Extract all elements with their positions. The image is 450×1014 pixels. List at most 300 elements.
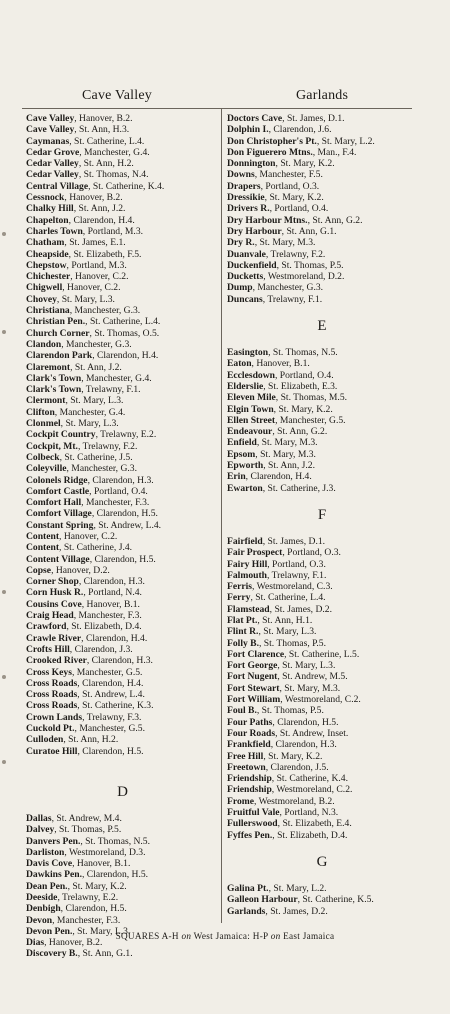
gazetteer-entry (227, 883, 417, 894)
gazetteer-entry (26, 192, 219, 203)
gazetteer-entry (227, 773, 417, 784)
gazetteer-entry (26, 497, 219, 508)
place-location: , St. Mary, L.3. (56, 293, 115, 305)
place-name: Church Corner (26, 327, 90, 339)
place-location: , Clarendon, H.4. (77, 677, 144, 689)
place-location: , Clarendon, H.5. (77, 745, 144, 757)
footer-text: East Jamaica (280, 931, 335, 941)
gazetteer-entry (227, 147, 417, 158)
gazetteer-entry (26, 362, 219, 373)
place-location: , Westmoreland, B.2. (254, 795, 335, 807)
f-entries (227, 536, 417, 841)
gazetteer-entry (26, 667, 219, 678)
gazetteer-entry (227, 415, 417, 426)
place-location: , Manchester, G.4. (54, 406, 126, 418)
place-location: , Clarendon, H.4. (68, 214, 135, 226)
place-name: Drivers R. (227, 203, 270, 215)
place-location: , St. Catherine, K.5. (297, 894, 374, 906)
header-rule (22, 108, 412, 109)
gazetteer-entry (26, 316, 219, 327)
place-location: , Clarendon, H.5. (60, 903, 127, 915)
place-name: Clarendon Park (26, 350, 93, 362)
gazetteer-entry (26, 746, 219, 757)
place-location: , Clarendon, H.3. (270, 739, 337, 751)
place-location: , Portland, O.3. (282, 547, 341, 559)
gazetteer-entry (227, 437, 417, 448)
place-location: , St. Mary, L.3. (60, 418, 119, 430)
place-name: Eleven Mile (227, 392, 276, 404)
place-location: , Trelawny, E.2. (95, 429, 157, 441)
place-name: Christiana (26, 305, 70, 317)
place-name: Friendship (227, 784, 272, 796)
place-location: , St. Andrew, L.4. (93, 519, 162, 531)
place-location: , St. Ann, H.2. (63, 734, 119, 746)
gazetteer-entry (227, 136, 417, 147)
place-name: Clifton (26, 406, 55, 418)
gazetteer-entry (227, 347, 417, 358)
gazetteer-entry (227, 404, 417, 415)
place-location: , St. Ann, J.2. (70, 361, 122, 373)
place-location: , St. Elizabeth, F.5. (68, 248, 142, 260)
place-name: Eaton (227, 358, 252, 370)
place-location: , Clarendon, H.3. (87, 474, 154, 486)
gazetteer-entry (26, 305, 219, 316)
place-location: , St. Catherine, K.4. (88, 180, 165, 192)
place-name: Galleon Harbour (227, 894, 298, 906)
gazetteer-entry (26, 836, 219, 847)
place-location: , St. Mary, L.3. (258, 626, 317, 638)
place-name: Frome (227, 795, 254, 807)
right-column (227, 113, 417, 917)
binding-hole (2, 232, 6, 236)
gazetteer-entry (227, 728, 417, 739)
gazetteer-entry (26, 599, 219, 610)
place-name: Fyffes Pen. (227, 829, 273, 841)
place-name: Craig Head (26, 610, 74, 622)
place-name: Dry Harbour Mtns. (227, 214, 308, 226)
place-name: Friendship (227, 773, 272, 785)
section-letter-f: F (317, 506, 327, 523)
place-location: , St. Elizabeth, E.3. (263, 380, 338, 392)
gazetteer-entry (227, 237, 417, 248)
place-name: Chichester (26, 271, 71, 283)
place-name: Cousins Cove (26, 598, 82, 610)
gazetteer-entry (26, 813, 219, 824)
gazetteer-entry (227, 784, 417, 795)
place-location: , Clarendon, H.5. (272, 716, 339, 728)
gazetteer-entry (26, 237, 219, 248)
place-name: Chepstow (26, 259, 67, 271)
place-location: , Westmoreland, D.3. (64, 846, 146, 858)
gazetteer-entry (26, 226, 219, 237)
gazetteer-entry (26, 181, 219, 192)
gazetteer-entry (227, 426, 417, 437)
place-location: , Clarendon, H.5. (91, 508, 158, 520)
gazetteer-entry (26, 113, 219, 124)
place-name: Ellen Street (227, 414, 276, 426)
place-name: Folly B. (227, 637, 259, 649)
gazetteer-entry (227, 818, 417, 829)
gazetteer-entry (227, 694, 417, 705)
place-name: Dean Pen. (26, 880, 68, 892)
gazetteer-entry (26, 610, 219, 621)
place-name: Dolphin I. (227, 124, 269, 136)
place-location: , Manchester, G.5. (71, 666, 143, 678)
place-location: , Portland, O.4. (269, 203, 329, 215)
place-location: , St. Catherine, K.4. (271, 773, 349, 785)
gazetteer-entry (26, 621, 219, 632)
gazetteer-entry (26, 136, 219, 147)
gazetteer-entry (26, 418, 219, 429)
place-location: , St. Catherine, L.4. (85, 316, 161, 328)
place-location: , St. Andrew, M.5. (277, 671, 348, 683)
place-name: Don Figuerero Mtns. (227, 146, 313, 158)
place-location: , Clarendon, J.5. (265, 761, 329, 773)
gazetteer-entry (26, 576, 219, 587)
gazetteer-entry (227, 381, 417, 392)
gazetteer-entry (227, 592, 417, 603)
heading-right: Garlands (296, 88, 349, 103)
place-location: , St. Thomas, P.5. (276, 259, 344, 271)
gazetteer-entry (227, 604, 417, 615)
gazetteer-entry (227, 894, 417, 905)
place-location: , Trelawny, F.1. (266, 569, 327, 581)
place-name: Flamstead (227, 603, 270, 615)
gazetteer-entry (227, 796, 417, 807)
gazetteer-entry (26, 587, 219, 598)
gazetteer-entry (227, 751, 417, 762)
gazetteer-entry (26, 734, 219, 745)
place-name: Copse (26, 564, 52, 576)
place-location: , Trelawny, F.1. (81, 384, 141, 396)
place-location: , Portland, M.3. (82, 225, 144, 237)
gazetteer-entry (227, 717, 417, 728)
gazetteer-entry (26, 858, 219, 869)
place-name: Crown Lands (26, 711, 83, 723)
place-name: Central Village (26, 180, 89, 192)
place-location: , Hanover, C.2. (62, 282, 121, 294)
place-location: , Portland, N.4. (83, 587, 142, 599)
place-location: , St. Catherine, L.4. (69, 135, 145, 147)
gazetteer-entry (227, 762, 417, 773)
gazetteer-entry (227, 215, 417, 226)
place-name: Caymanas (26, 135, 70, 147)
left-entries (26, 113, 219, 757)
gazetteer-entry (227, 705, 417, 716)
place-location: , Manchester, F.3. (81, 497, 150, 509)
place-name: Epsom (227, 448, 256, 460)
gazetteer-entry (227, 671, 417, 682)
place-location: , St. James, D.1. (282, 113, 345, 124)
place-name: Crawford (26, 621, 67, 633)
gazetteer-entry (26, 542, 219, 553)
place-location: , St. Mary, L.3. (277, 660, 336, 672)
gazetteer-entry (26, 655, 219, 666)
place-location: , Hanover, B.1. (81, 598, 140, 610)
place-location: , St. Ann, J.2. (73, 203, 126, 215)
gazetteer-entry (227, 581, 417, 592)
place-name: Ewarton (227, 482, 263, 494)
place-name: Galina Pt. (227, 882, 269, 894)
place-location: , St. Mary, L.2. (316, 135, 375, 147)
gazetteer-entry (26, 282, 219, 293)
place-name: Devon Pen. (26, 925, 73, 937)
section-letter-d: D (117, 783, 128, 800)
place-location: , Manchester, F.3. (73, 610, 142, 622)
place-name: Garlands (227, 905, 266, 917)
place-location: , St. Catherine, L.5. (284, 648, 360, 660)
gazetteer-entry (227, 294, 417, 305)
gazetteer-entry (26, 203, 219, 214)
place-name: Coleyville (26, 463, 67, 475)
gazetteer-entry (26, 824, 219, 835)
gazetteer-entry (227, 830, 417, 841)
gazetteer-entry (26, 712, 219, 723)
place-name: Four Roads (227, 727, 276, 739)
place-name: Cross Roads (26, 677, 78, 689)
gazetteer-entry (26, 407, 219, 418)
gazetteer-entry (227, 559, 417, 570)
place-name: Corn Husk R. (26, 587, 84, 599)
place-location: , St. Mary, K.2. (273, 403, 333, 415)
gazetteer-entry (26, 429, 219, 440)
column-divider (221, 108, 222, 923)
gazetteer-entry (26, 260, 219, 271)
place-name: Duanvale (227, 248, 266, 260)
place-name: Charles Town (26, 225, 83, 237)
place-location: , St. James, D.2. (265, 905, 328, 917)
place-name: Cheapside (26, 248, 69, 260)
place-location: , Trelawny, F.1. (262, 293, 323, 305)
footer-text: on (270, 931, 281, 941)
place-location: , Westmoreland, C.2. (271, 784, 353, 796)
place-location: , Trelawny, F.2. (77, 440, 138, 452)
place-name: Epworth (227, 460, 264, 472)
place-name: Ducketts (227, 271, 264, 283)
place-location: , St. Catherine, L.4. (250, 592, 326, 604)
gazetteer-entry (26, 520, 219, 531)
place-name: Fort George (227, 660, 278, 672)
place-name: Don Christopher's Pt. (227, 135, 317, 147)
gazetteer-entry (26, 700, 219, 711)
place-name: Dry R. (227, 237, 255, 249)
gazetteer-entry (26, 903, 219, 914)
place-location: , St. Catherine, J.3. (262, 482, 336, 494)
gazetteer-entry (227, 471, 417, 482)
place-location: , St. Ann, H.3. (74, 124, 130, 136)
gazetteer-entry (26, 869, 219, 880)
place-name: Denbigh (26, 903, 61, 915)
place-name: Donnington (227, 158, 276, 170)
place-location: , Hanover, B.2. (74, 113, 133, 124)
gazetteer-entry (26, 723, 219, 734)
place-name: Elgin Town (227, 403, 274, 415)
place-name: Enfield (227, 437, 257, 449)
place-name: Curatoe Hill (26, 745, 78, 757)
place-location: , St. Mary, K.2. (264, 192, 324, 204)
place-name: Frankfield (227, 739, 271, 751)
place-location: , Hanover, B.2. (44, 937, 103, 949)
place-location: , Portland, O.3. (267, 558, 326, 570)
place-name: Clermont (26, 395, 66, 407)
place-location: , Hanover, B.1. (251, 358, 310, 370)
place-name: Fairy Hill (227, 558, 268, 570)
gazetteer-entry (227, 370, 417, 381)
place-location: , St. Elizabeth, E.4. (277, 818, 352, 830)
place-location: , Hanover, B.1. (72, 858, 131, 870)
place-location: , St. Mary, M.3. (254, 237, 316, 249)
place-location: , St. Mary, K.2. (67, 880, 127, 892)
place-location: , Manchester, F.3. (52, 914, 121, 926)
place-location: , Manchester, G.4. (79, 146, 150, 158)
place-location: , St. Mary, K.2. (275, 158, 335, 170)
gazetteer-entry (26, 328, 219, 339)
place-location: , St. Ann, J.2. (263, 460, 315, 472)
binding-hole (2, 760, 6, 764)
place-name: Ferry (227, 592, 251, 604)
place-name: Cessnock (26, 192, 65, 204)
place-name: Clonmel (26, 418, 61, 430)
place-name: Darliston (26, 846, 65, 858)
place-name: Danvers Pen. (26, 835, 81, 847)
place-location: , Manchester, G.5. (275, 414, 346, 426)
place-name: Flint R. (227, 626, 259, 638)
place-name: Cross Keys (26, 666, 72, 678)
place-location: , Hanover, C.2. (59, 530, 118, 542)
place-location: , St. James, D.2. (269, 603, 332, 615)
footer-text: SQUARES A-H (115, 931, 182, 941)
gazetteer-entry (227, 460, 417, 471)
place-name: Drapers (227, 180, 261, 192)
place-name: Dry Harbour (227, 225, 282, 237)
gazetteer-entry (26, 633, 219, 644)
gazetteer-entry (227, 570, 417, 581)
place-location: , St. Mary, M.3. (256, 437, 318, 449)
place-name: Cuckold Pt. (26, 723, 75, 735)
place-name: Dallas (26, 812, 52, 824)
place-name: Duncans (227, 293, 263, 305)
g-entries (227, 883, 417, 917)
gazetteer-entry (227, 626, 417, 637)
binding-hole (2, 675, 6, 679)
place-location: , Manchester, G.3. (252, 282, 324, 294)
gazetteer-entry (227, 683, 417, 694)
gazetteer-entry (26, 915, 219, 926)
gazetteer-entry (26, 689, 219, 700)
place-name: Cedar Grove (26, 146, 80, 158)
place-name: Elderslie (227, 380, 264, 392)
place-location: , St. Mary, L.3. (72, 925, 131, 937)
place-location: , Clarendon, J.6. (268, 124, 332, 136)
gazetteer-entry (227, 739, 417, 750)
place-location: , St. Thomas, N.5. (268, 347, 338, 359)
place-location: , Portland, O.3. (260, 180, 320, 192)
place-name: Flat Pt. (227, 614, 258, 626)
gazetteer-entry (26, 169, 219, 180)
place-location: , Clarendon, H.3. (78, 576, 145, 588)
place-name: Cedar Valley (26, 158, 79, 170)
place-location: , Man., F.4. (312, 146, 357, 158)
place-name: Chovey (26, 293, 57, 305)
gazetteer-entry (26, 531, 219, 542)
place-location: , St. Mary, L.2. (268, 882, 327, 894)
gazetteer-entry (26, 249, 219, 260)
place-name: Foul B. (227, 705, 257, 717)
binding-hole (2, 330, 6, 334)
gazetteer-entry (227, 158, 417, 169)
place-location: , St. Mary, M.3. (255, 448, 316, 460)
place-name: Cross Roads (26, 700, 78, 712)
gazetteer-entry (227, 249, 417, 260)
place-location: , St. Catherine, J.5. (59, 451, 133, 463)
place-name: Dressikie (227, 192, 265, 204)
place-location: , St. Ann, G.1. (281, 225, 337, 237)
place-name: Four Paths (227, 716, 273, 728)
place-location: , Westmoreland, D.2. (263, 271, 345, 283)
place-name: Chapelton (26, 214, 69, 226)
gazetteer-entry (26, 463, 219, 474)
place-name: Comfort Village (26, 508, 92, 520)
gazetteer-entry (26, 644, 219, 655)
place-name: Clark's Town (26, 372, 82, 384)
place-name: Cockpit, Mt. (26, 440, 78, 452)
left-column (26, 113, 219, 960)
place-location: , Clarendon, H.5. (89, 553, 156, 565)
place-name: Discovery B. (26, 948, 78, 960)
place-name: Cave Valley (26, 113, 75, 124)
section-letter-g: G (316, 853, 328, 870)
place-location: , Westmoreland, C.2. (280, 694, 361, 706)
gazetteer-entry (26, 147, 219, 158)
place-name: Endeavour (227, 426, 273, 438)
place-location: , St. Ann, G.2. (272, 426, 328, 438)
gazetteer-entry (26, 395, 219, 406)
gazetteer-entry (227, 192, 417, 203)
gazetteer-entry (26, 508, 219, 519)
place-location: , Clarendon, J.3. (69, 643, 133, 655)
gazetteer-entry (227, 181, 417, 192)
place-location: , St. Thomas, O.5. (89, 327, 160, 339)
section-letter-e: E (317, 318, 327, 335)
place-location: , Trelawny, F.2. (265, 248, 326, 260)
place-location: , St. Thomas, P.5. (258, 637, 326, 649)
gazetteer-entry (26, 948, 219, 959)
place-location: , Manchester, G.5. (74, 723, 145, 735)
gazetteer-entry (227, 392, 417, 403)
place-name: Cockpit Country (26, 429, 96, 441)
place-name: Corner Shop (26, 576, 79, 588)
place-location: , Clarendon, H.4. (92, 350, 159, 362)
place-name: Deeside (26, 892, 58, 903)
place-name: Constant Spring (26, 519, 94, 531)
place-name: Erin (227, 471, 246, 483)
gazetteer-entry (26, 486, 219, 497)
gazetteer-entry (26, 847, 219, 858)
place-name: Clandon (26, 338, 62, 350)
place-name: Colonels Ridge (26, 474, 88, 486)
place-name: Fullerswood (227, 818, 278, 830)
place-name: Crooked River (26, 655, 87, 667)
place-location: , St. Mary, M.3. (279, 682, 341, 694)
right-entries (227, 113, 417, 305)
place-location: , St. Andrew, Inset. (275, 727, 349, 739)
gazetteer-entry (227, 124, 417, 135)
place-location: , Manchester, G.3. (69, 305, 141, 317)
place-name: Duckenfield (227, 259, 277, 271)
gazetteer-entry (26, 158, 219, 169)
place-name: Cross Roads (26, 689, 78, 701)
place-name: Ferris (227, 581, 253, 593)
